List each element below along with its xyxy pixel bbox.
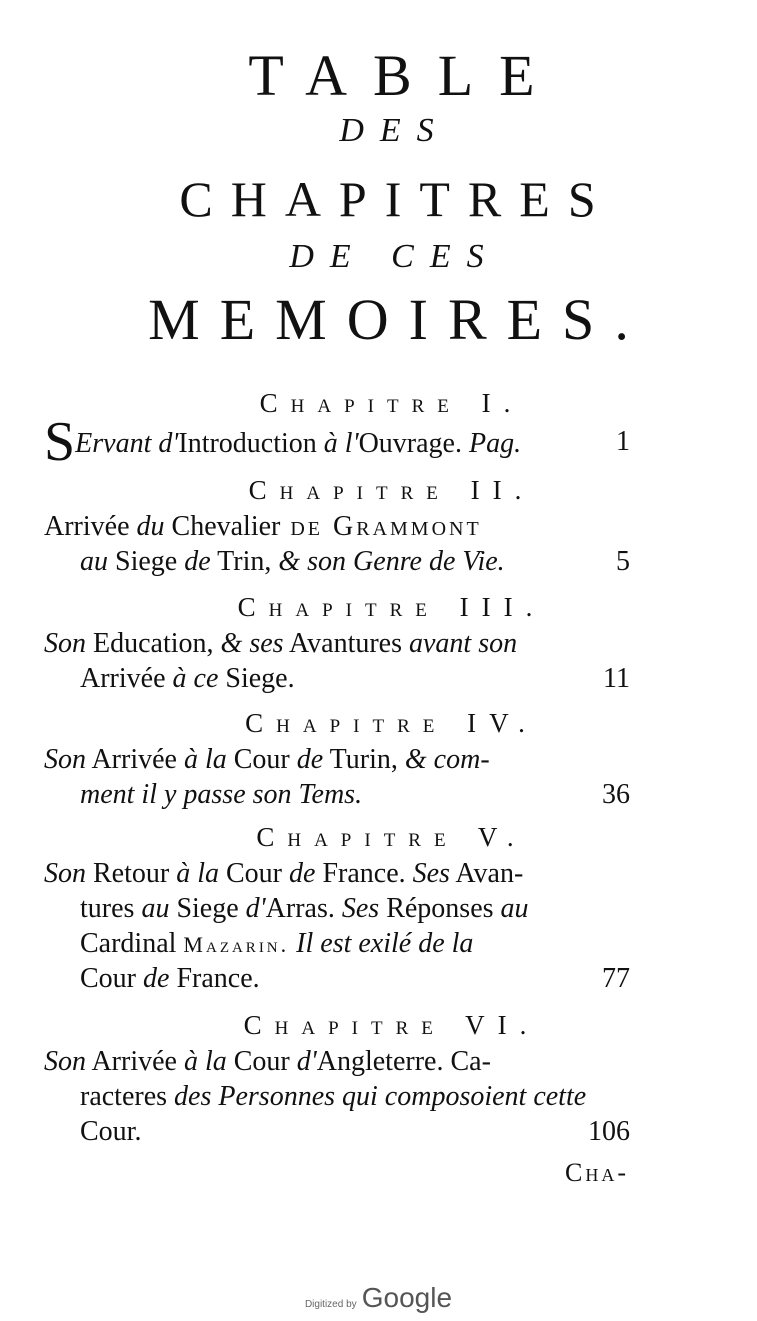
chapter-4-line-1: Son Arrivée à la Cour de Turin, & com- (44, 744, 490, 775)
page-number: 77 (602, 963, 630, 994)
catchword: Cha- (565, 1158, 629, 1187)
page-number: 36 (602, 779, 630, 810)
title-table: TABLE (248, 43, 561, 108)
drop-cap: S (44, 411, 76, 473)
chapter-1-entry: SErvant d'Introduction à l'Ouvrage. Pag. 1 (44, 411, 630, 473)
chapter-6-heading: Chapitre VI. (243, 1010, 540, 1040)
chapter-3-line-1: Son Education, & ses Avantures avant son (44, 628, 518, 659)
chapter-5-line-3: Cardinal Mazarin. Il est exilé de la (80, 928, 474, 959)
chapter-6-line-1: Son Arrivée à la Cour d'Angleterre. Ca- (44, 1046, 491, 1077)
chapter-2-heading: Chapitre II. (248, 475, 535, 505)
chapter-3-line-2: Arrivée à ce Siege. 11 (80, 663, 630, 694)
chapter-5-line-4: Cour de France. 77 (80, 963, 630, 994)
title-de-ces: DE CES (289, 238, 500, 275)
chapter-2-line-1: Arrivée du Chevalier de Grammont (44, 511, 482, 542)
chapter-6-line-2: racteres des Personnes qui composoient cette (80, 1081, 587, 1112)
page-number: 106 (588, 1116, 630, 1147)
chapter-5-line-2: tures au Siege d'Arras. Ses Réponses au (80, 893, 529, 924)
digitized-by-google-watermark: Digitized by Google (304, 1282, 453, 1313)
chapter-6-line-3: Cour. 106 (80, 1116, 630, 1147)
title-chapitres: CHAPITRES (179, 171, 614, 227)
page-number: 1 (616, 426, 630, 457)
page-number: 11 (603, 663, 630, 694)
chapter-5-heading: Chapitre V. (256, 822, 527, 852)
chapter-4-line-2: ment il y passe son Tems. 36 (80, 779, 630, 810)
chapter-3-heading: Chapitre III. (237, 592, 546, 622)
chapter-2-line-2: au Siege de Trin, & son Genre de Vie. 5 (80, 546, 630, 577)
page-number: 5 (616, 546, 630, 577)
chapter-1-heading: Chapitre I. (259, 388, 524, 418)
title-memoires: MEMOIRES. (148, 287, 649, 352)
google-logo: Google (361, 1282, 453, 1313)
chapter-5-line-1: Son Retour à la Cour de France. Ses Avan- (44, 858, 524, 889)
chapter-4-heading: Chapitre IV. (245, 708, 538, 738)
title-des: DES (339, 112, 450, 149)
